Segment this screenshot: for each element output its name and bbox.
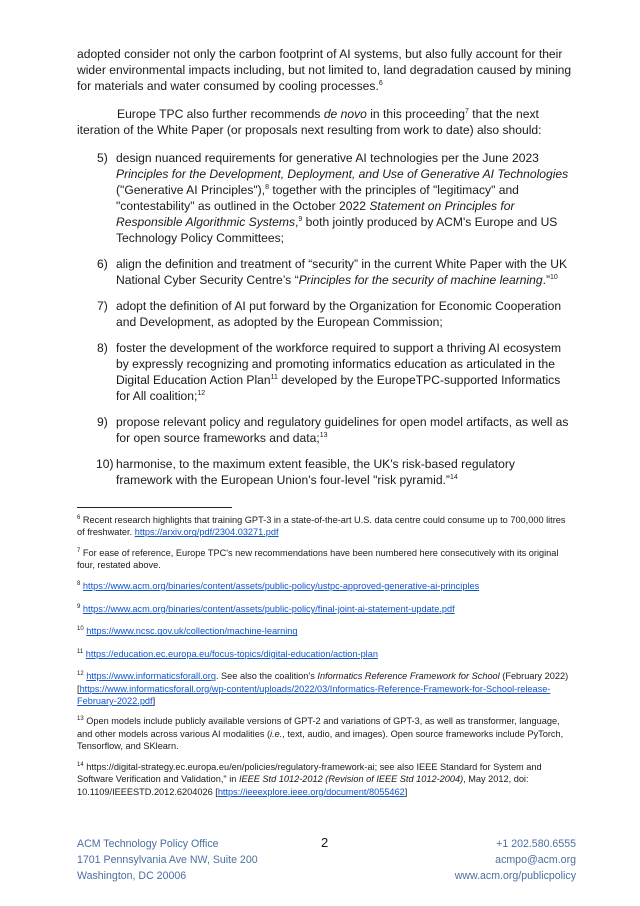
footnote-14 [77,761,573,798]
footnote-divider [77,507,232,508]
footnote-ref: 7 [465,108,469,115]
footnote-ref: 6 [378,80,383,87]
list-item [77,256,573,288]
footnote-ref: 9 [298,216,303,223]
footnote-link[interactable]: https://www.acm.org/binaries/content/assets/public-policy/final-joint-ai-statement-update.pdf [82,604,455,615]
footnote-ref: 10 [550,274,558,281]
text: propose relevant policy and regulatory guidelines for open model artifacts, as well as for open source frameworks and data; [116,415,569,445]
text: foster the development of the workforce required to support a thriving AI ecosystem by expressly recognizing and promoting informatics education as articulated in the Digital Education Action Plan [116,341,562,387]
footnote-ref: 12 [197,390,206,397]
footnote-text: ] [404,786,408,797]
footnote-text: (February 2022) [ [77,671,569,694]
footnote-text: , text, audio, and images). Open source frameworks include PyTorch, Tensorflow, and SKlearn. [77,728,564,752]
intro-paragraph [77,46,573,94]
footnote-link[interactable]: https://education.ec.europa.eu/focus-topics/digital-education/action-plan [85,648,378,659]
emphasis: i.e. [270,728,283,739]
footnote-11 [77,648,573,660]
text: harmonise, to the maximum extent feasible, the UK's risk-based regulatory framework with the European Union's four-level "risk pyramid.” [116,457,515,487]
page-number: 2 [321,835,329,850]
footnote-number: 12 [77,671,84,678]
footnote-number: 6 [77,515,81,521]
list-item [77,456,573,488]
footnote-6 [77,514,573,539]
footnote-number: 11 [77,648,84,655]
footnote-link[interactable]: https://www.informaticsforall.org/wp-content/uploads/2022/03/Informatics-Reference-Framework-for-School-release-February-2022.pdf [77,683,551,707]
item-number: 6) [97,257,108,271]
footnote-9 [77,603,573,615]
footnote-text: Open models include publicly available versions of GPT-2 and variations of GPT-3, as well as transformer, language, and other models across various AI modalities ( [77,716,560,739]
emphasis: Principles for the Development, Deployment, and Use of Generative AI Technologies [116,167,569,181]
footnote-link[interactable]: https://www.informaticsforall.org [86,671,216,682]
footnote-link[interactable]: https://www.ncsc.gov.uk/collection/machine-learning [86,626,298,637]
recommendations-intro [77,106,573,138]
footer-address [77,836,258,884]
footnote-ref: 13 [319,432,328,439]
footnote-text: Recent research highlights that training GPT-3 in a state-of-the-art U.S. data centre could consume up to 700,000 litres of freshwater. [77,515,566,538]
footnote-12 [77,670,573,707]
text: developed by the EuropeTPC-supported Informatics for All coalition; [116,373,561,403]
document-page [77,46,573,806]
footnote-link[interactable]: https://www.acm.org/binaries/content/assets/public-policy/ustpc-approved-generative-ai-principles [82,580,480,591]
footnote-link[interactable]: https://ieeexplore.ieee.org/document/8055462 [217,786,405,797]
footer-city: Washington, DC 20006 [77,870,187,882]
footnote-number: 8 [77,580,81,587]
text: design nuanced requirements for generative AI technologies per the June 2023 [116,151,539,165]
list-item [77,150,573,246]
footnote-ref: 14 [449,474,458,481]
text: that the next iteration of the White Paper (or proposals next resulting from work to date) also should: [77,107,542,137]
footnote-ref: 11 [270,374,278,381]
footnote-13 [77,715,573,752]
footnote-number: 10 [77,626,84,633]
footnote-number: 13 [77,716,84,723]
footer-office: ACM Technology Policy Office [77,838,219,850]
footnote-text: ] [152,696,156,707]
item-number: 8) [97,341,108,355]
footnote-text: . See also the coalition’s [215,671,318,682]
footnote-number: 14 [77,761,84,768]
emphasis: Statement on Principles for Responsible Algorithmic Systems [116,199,515,229]
footnote-text: For ease of reference, Europe TPC's new recommendations have been numbered here consecutively with its original four, restated above. [77,547,559,571]
text: both jointly produced by ACM's Europe and US Technology Policy Committees; [116,215,558,245]
emphasis: Informatics Reference Framework for School [317,671,500,682]
footer-website: www.acm.org/publicpolicy [454,870,576,882]
footnote-7 [77,547,573,572]
footnote-text: https://digital-strategy.ec.europa.eu/en/policies/regulatory-framework-ai; see also IEEE Standard for System and Software Verification and Validation," in [77,761,542,785]
list-item [77,298,573,330]
footer-email: acmpo@acm.org [495,854,576,866]
footnote-number: 9 [77,604,81,611]
intro-text: adopted consider not only the carbon footprint of AI systems, but also fully account for their wider environmental impacts including, but not limited to, land degradation caused by mining for materials and water consumed by cooling processes. [77,47,572,93]
text: together with the principles of "legitimacy" and "contestability" as outlined in the October 2022 [116,183,519,213]
text: adopt the definition of AI put forward by the Organization for Economic Cooperation and Development, as adopted by the European Commission; [116,299,562,329]
footnote-ref: 8 [265,184,269,191]
footnote-8 [77,580,573,592]
footnotes [77,514,573,798]
item-number: 7) [97,299,108,313]
text: ("Generative AI Principles"), [116,183,266,197]
emphasis: de novo [323,107,367,121]
text: align the definition and treatment of “security” in the current White Paper with the UK National Cyber Security Centre’s “ [116,257,568,287]
text: Europe TPC also further recommends [117,107,324,121]
footnote-link[interactable]: https://arxiv.org/pdf/2304.03271.pdf [134,527,279,538]
emphasis: Principles for the security of machine learning [298,273,543,287]
footnote-text: , May 2012, doi: 10.1109/IEEESTD.2012.6204026 [ [77,774,529,797]
footer-phone: +1 202.580.6555 [496,838,576,850]
text: , [295,215,299,229]
footnote-number: 7 [77,547,81,554]
list-item [77,414,573,446]
text: .” [542,273,551,287]
text: in this proceeding [366,107,466,121]
item-number: 10) [96,457,114,471]
footnote-10 [77,625,573,637]
footer-street: 1701 Pennsylvania Ave NW, Suite 200 [77,854,258,866]
item-number: 5) [97,151,108,165]
item-number: 9) [97,415,108,429]
footer-contact [455,836,576,884]
emphasis: IEEE Std 1012-2012 (Revision of IEEE Std 1012-2004) [238,774,464,785]
recommendations-list [77,150,573,488]
list-item [77,340,573,404]
